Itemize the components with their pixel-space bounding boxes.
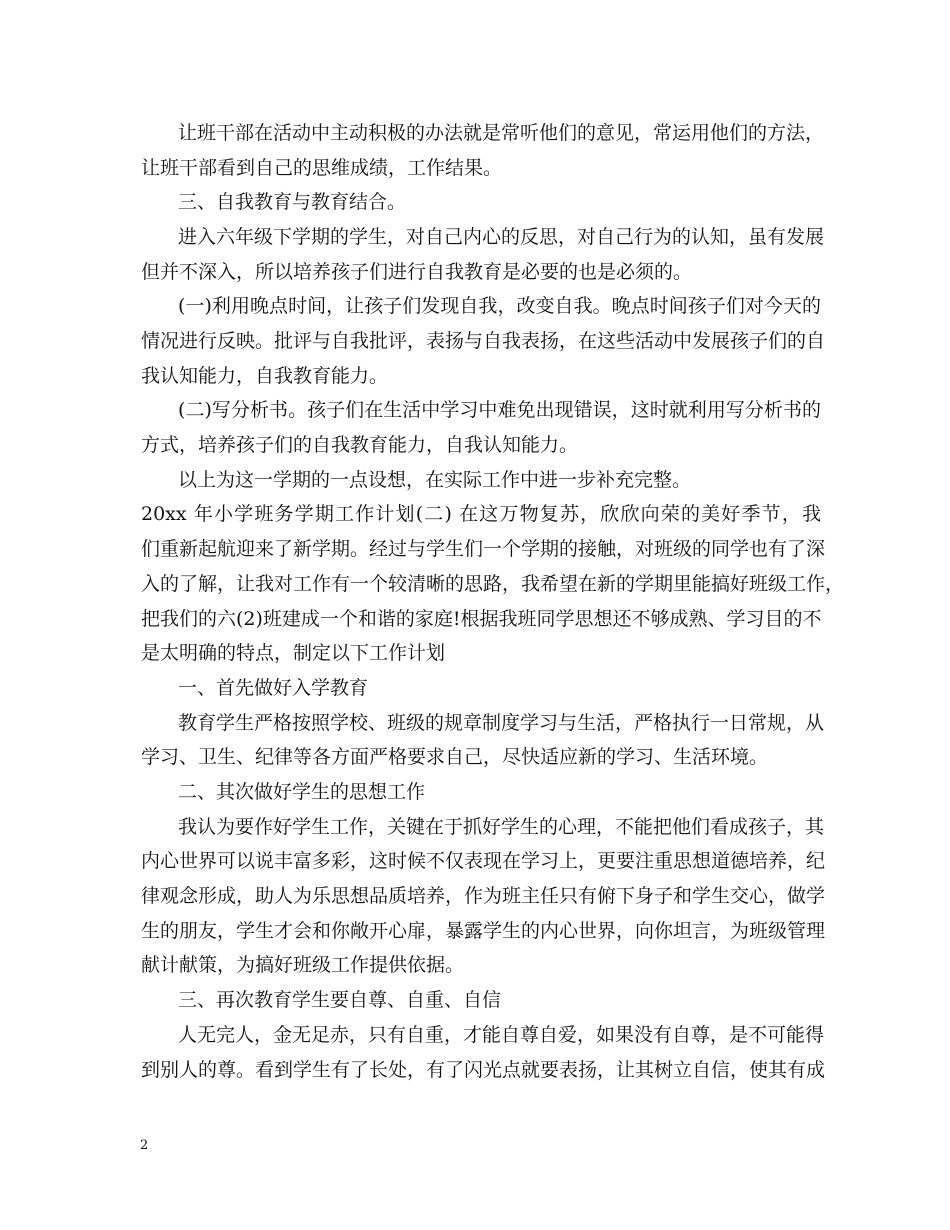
page-number: 2 xyxy=(140,1138,149,1153)
paragraph-line: 但并不深入，所以培养孩子们进行自我教育是必要的也是必须的。 xyxy=(141,261,693,283)
paragraph-line: 到别人的尊。看到学生有了长处，有了闪光点就要表扬，让其树立自信，使其有成 xyxy=(141,1059,826,1081)
section-heading: 一、首先做好入学教育 xyxy=(178,677,369,699)
paragraph-line: (二)写分析书。孩子们在生活中学习中难免出现错误，这时就利用写分析书的 xyxy=(178,399,821,421)
paragraph-line: 献计献策，为搞好班级工作提供依据。 xyxy=(141,954,465,976)
paragraph-line: 以上为这一学期的一点设想，在实际工作中进一步补充完整。 xyxy=(178,469,692,491)
plan-title-line: 20xx 年小学班务学期工作计划(二) 在这万物复苏，欣欣向荣的美好季节，我 xyxy=(141,503,821,525)
section-heading: 三、再次教育学生要自尊、自重、自信 xyxy=(178,989,502,1011)
paragraph-line: 进入六年级下学期的学生，对自己内心的反思，对自己行为的认知，虽有发展 xyxy=(178,226,825,248)
paragraph-line: 生的朋友，学生才会和你敞开心扉，暴露学生的内心世界，向你坦言，为班级管理 xyxy=(141,920,826,942)
paragraph-line: 把我们的六(2)班建成一个和谐的家庭!根据我班同学思想还不够成熟、学习目的不 xyxy=(141,608,822,630)
paragraph-line: 学习、卫生、纪律等各方面严格要求自己，尽快适应新的学习、生活环境。 xyxy=(141,746,769,768)
paragraph-line: 人无完人，金无足赤，只有自重，才能自尊自爱，如果没有自尊，是不可能得 xyxy=(178,1024,825,1046)
paragraph-line: 我认为要作好学生工作，关键在于抓好学生的心理，不能把他们看成孩子，其 xyxy=(178,816,825,838)
section-heading: 二、其次做好学生的思想工作 xyxy=(178,781,426,803)
paragraph-line: 让班干部看到自己的思维成绩，工作结果。 xyxy=(141,157,503,179)
paragraph-line: 律观念形成，助人为乐思想品质培养，作为班主任只有俯下身子和学生交心，做学 xyxy=(141,885,826,907)
paragraph-line: 教育学生严格按照学校、班级的规章制度学习与生活，严格执行一日常规，从 xyxy=(178,712,825,734)
paragraph-line: 方式，培养孩子们的自我教育能力，自我认知能力。 xyxy=(141,434,579,456)
paragraph-line: 是太明确的特点，制定以下工作计划 xyxy=(141,642,446,664)
section-heading: 三、自我教育与教育结合。 xyxy=(178,191,407,213)
paragraph-line: 我认知能力，自我教育能力。 xyxy=(141,365,389,387)
paragraph-line: 让班干部在活动中主动积极的办法就是常听他们的意见，常运用他们的方法， xyxy=(178,122,825,144)
paragraph-line: 情况进行反映。批评与自我批评，表扬与自我表扬，在这些活动中发展孩子们的自 xyxy=(141,330,826,352)
paragraph-line: 们重新起航迎来了新学期。经过与学生们一个学期的接触，对班级的同学也有了深 xyxy=(141,538,826,560)
paragraph-line: (一)利用晚点时间，让孩子们发现自我，改变自我。晚点时间孩子们对今天的 xyxy=(178,295,821,317)
paragraph-line: 入的了解，让我对工作有一个较清晰的思路，我希望在新的学期里能搞好班级工作， xyxy=(141,573,845,595)
paragraph-line: 内心世界可以说丰富多彩，这时候不仅表现在学习上，更要注重思想道德培养，纪 xyxy=(141,850,826,872)
